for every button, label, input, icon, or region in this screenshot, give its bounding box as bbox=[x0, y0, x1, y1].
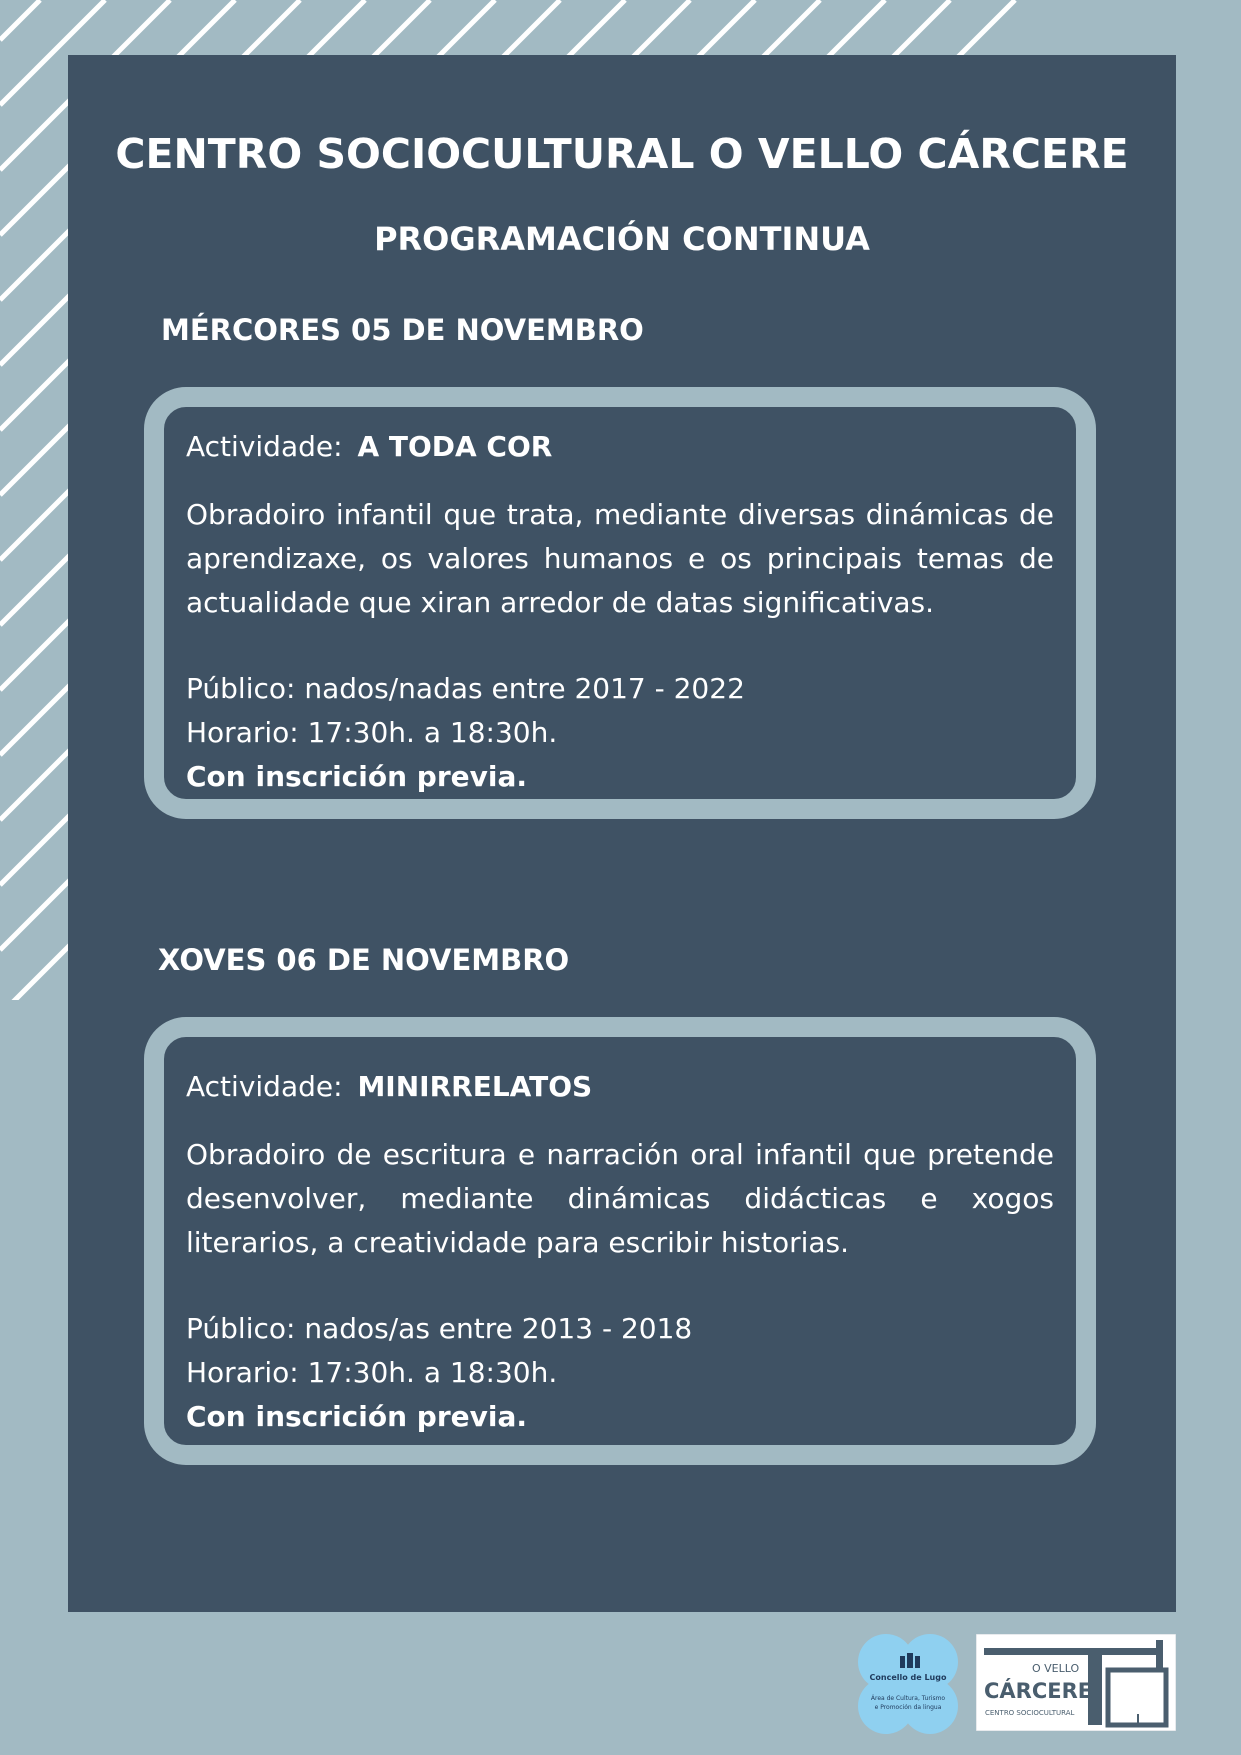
activity-line bbox=[186, 425, 1054, 469]
activity-description: Obradoiro de escritura e narración oral infantil que pretende desenvolver, mediante dinámicas didácticas e xogos literarios, a creatividade para escribir historias. bbox=[186, 1138, 1054, 1259]
event-day-2: XOVES 06 DE NOVEMBRO bbox=[158, 943, 570, 977]
event-card-2 bbox=[144, 1017, 1096, 1465]
vello-carcere-logo bbox=[976, 1634, 1176, 1731]
carcere-logo-bottom: CENTRO SOCIOCULTURAL bbox=[985, 1709, 1075, 1717]
activity-description: Obradoiro infantil que trata, mediante diversas dinámicas de aprendizaxe, os valores humanos e os principais temas de actualidade que xiran arredor de datas significativas. bbox=[186, 498, 1054, 619]
event-day-1: MÉRCORES 05 DE NOVEMBRO bbox=[161, 313, 644, 347]
activity-name: A TODA COR bbox=[357, 430, 553, 463]
main-panel bbox=[68, 55, 1176, 1612]
page-subtitle: PROGRAMACIÓN CONTINUA bbox=[374, 220, 870, 258]
lugo-logo-line2: e Promoción da lingua bbox=[874, 1704, 942, 1711]
activity-registration: Con inscrición previa. bbox=[186, 760, 528, 793]
activity-audience: Público: nados/nadas entre 2017 - 2022 bbox=[186, 672, 745, 705]
carcere-logo-main: CÁRCERE bbox=[984, 1679, 1093, 1703]
page-title: CENTRO SOCIOCULTURAL O VELLO CÁRCERE bbox=[115, 130, 1129, 178]
activity-schedule: Horario: 17:30h. a 18:30h. bbox=[186, 1356, 558, 1389]
activity-registration: Con inscrición previa. bbox=[186, 1400, 528, 1433]
activity-schedule: Horario: 17:30h. a 18:30h. bbox=[186, 716, 558, 749]
activity-audience: Público: nados/as entre 2013 - 2018 bbox=[186, 1312, 693, 1345]
concello-lugo-logo bbox=[858, 1634, 958, 1734]
quatrefoil-logo-icon bbox=[858, 1634, 958, 1734]
carcere-logo-top: O VELLO bbox=[1032, 1662, 1080, 1675]
event-card-1 bbox=[144, 387, 1096, 819]
lugo-logo-line1: Área de Cultura, Turismo bbox=[870, 1695, 946, 1702]
activity-line bbox=[186, 1065, 1054, 1109]
lugo-logo-name: Concello de Lugo bbox=[869, 1673, 947, 1682]
activity-name: MINIRRELATOS bbox=[357, 1070, 593, 1103]
activity-label: Actividade: bbox=[186, 430, 343, 463]
activity-label: Actividade: bbox=[186, 1070, 343, 1103]
